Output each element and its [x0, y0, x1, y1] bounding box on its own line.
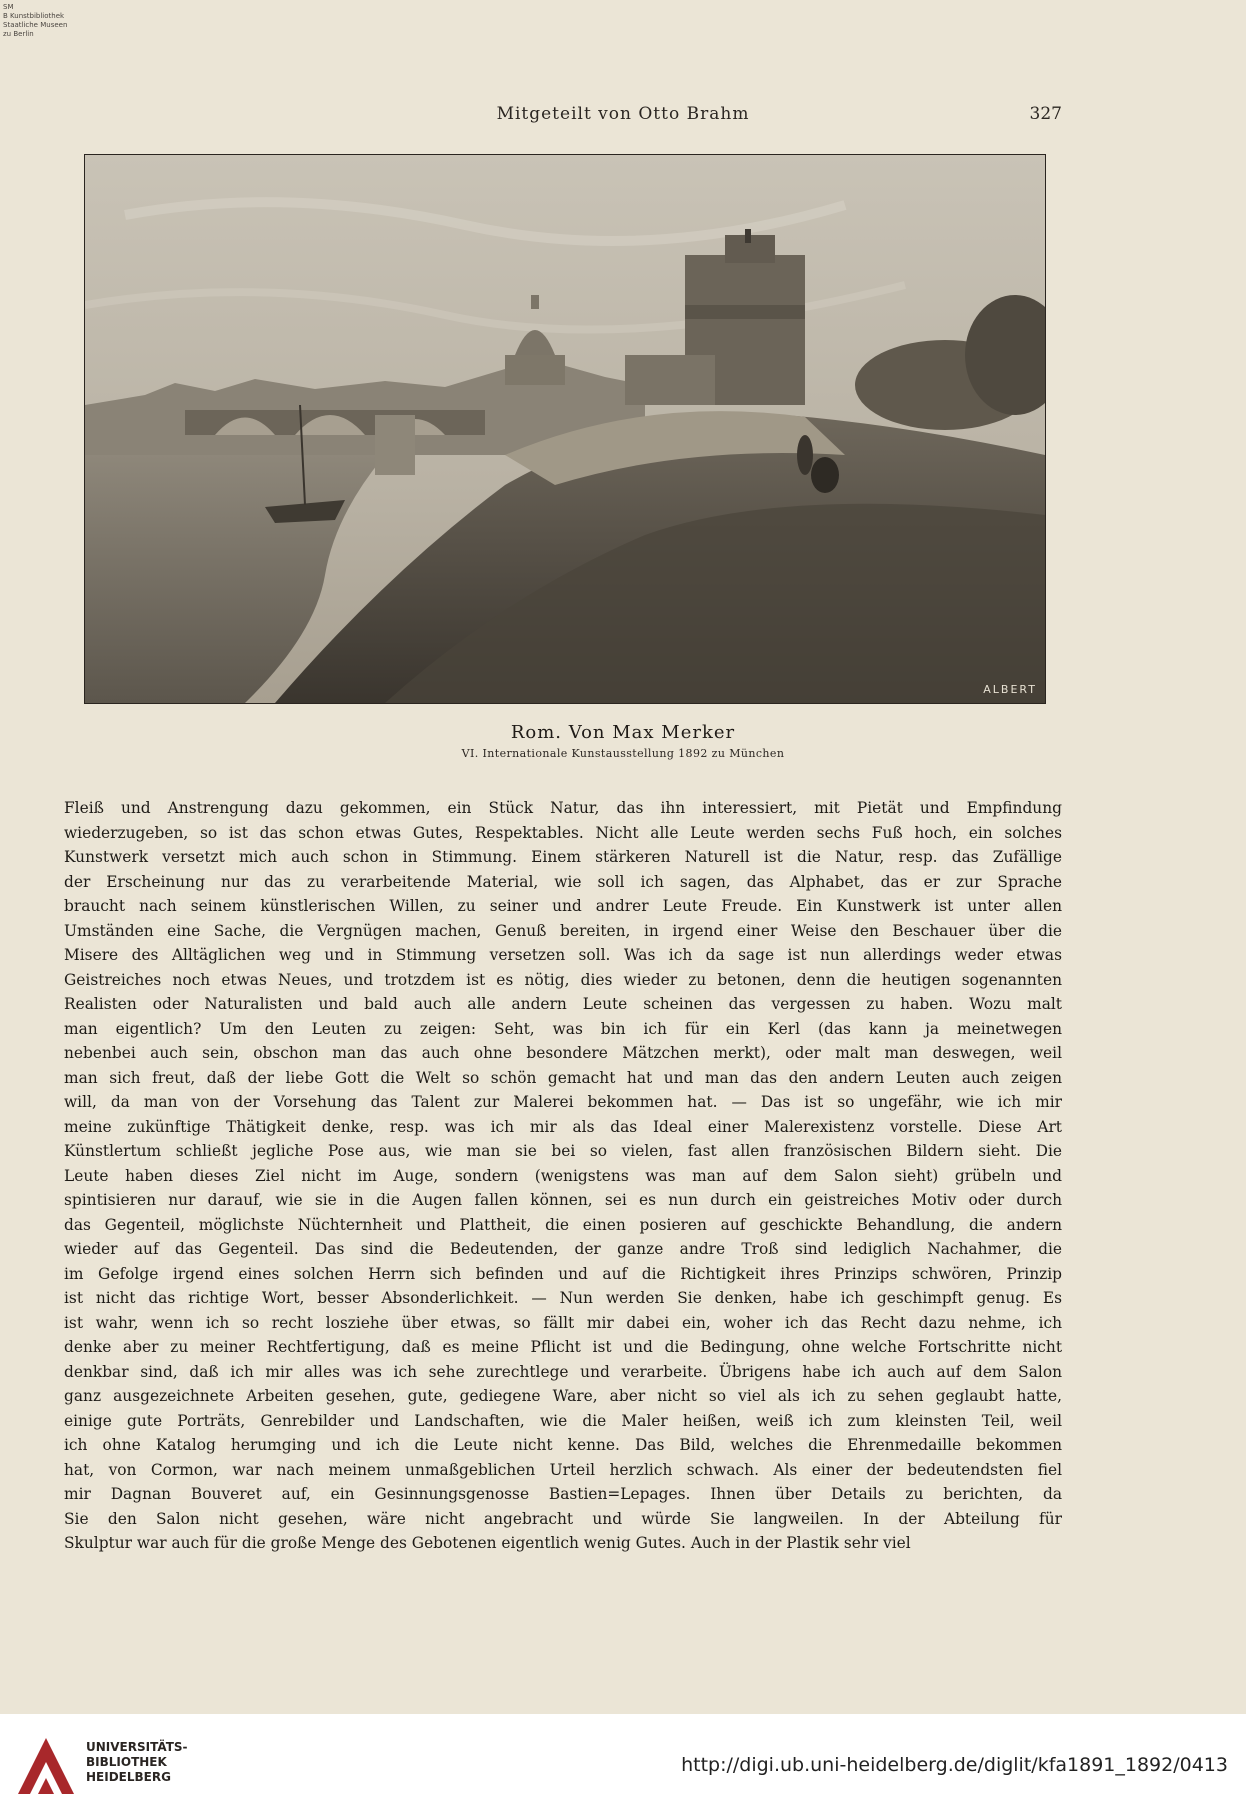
text-line: der Erscheinung nur das zu verarbeitende Material, wie soll ich sagen, das Alphabet, das er zur Sprache [64, 872, 1062, 891]
page-number: 327 [1029, 104, 1062, 124]
text-line: mir Dagnan Bouveret auf, ein Gesinnungsgenosse Bastien=Lepages. Ihnen über Details zu berichten, da [64, 1485, 1062, 1503]
text-line: braucht nach seinem künstlerischen Willen, zu seiner und andrer Leute Freude. Ein Kunstwerk ist unter allen [64, 897, 1062, 915]
text-line: Skulptur war auch für die große Menge des Gebotenen eigentlich wenig Gutes. Auch in der Plastik sehr viel [64, 1534, 911, 1552]
text-line: einige gute Porträts, Genrebilder und Landschaften, wie die Maler heißen, weiß ich zum kleinsten Teil, weil [64, 1411, 1062, 1430]
text-line: man sich freut, daß der liebe Gott die Welt so schön gemacht hat und man das den andern Leuten auch zeigen [64, 1068, 1062, 1087]
text-line: Leute haben dieses Ziel nicht im Auge, sondern (wenigstens was man auf dem Salon sieht) grübeln und [64, 1166, 1062, 1185]
text-line: ist nicht das richtige Wort, besser Absonderlichkeit. — Nun werden Sie denken, habe ich geschimpft genug. Es [64, 1289, 1062, 1307]
text-line: man eigentlich? Um den Leuten zu zeigen: Seht, was bin ich für ein Kerl (das kann ja meinetwegen [64, 1019, 1062, 1038]
figure-caption [0, 722, 1246, 760]
running-title: Mitgeteilt von Otto Brahm [496, 104, 750, 124]
text-line: ich ohne Katalog herumging und ich die Leute nicht kenne. Das Bild, welches die Ehrenmedaille bekommen [64, 1436, 1062, 1454]
library-name-line: HEIDELBERG [86, 1770, 171, 1784]
text-line: ist wahr, wenn ich so recht losziehe über etwas, so fällt mir dabei ein, woher ich das Recht dazu nehme, ich [64, 1313, 1062, 1332]
text-line: Misere des Alltäglichen weg und in Stimmung versetzen soll. Was ich da sage ist nun allerdings weder etwas [64, 946, 1062, 964]
text-line: Fleiß und Anstrengung dazu gekommen, ein Stück Natur, das ihn interessiert, mit Pietät und Empfindung [64, 799, 1062, 817]
engraver-signature: ALBERT [983, 683, 1037, 696]
running-head [0, 104, 1246, 128]
text-line: spintisieren nur darauf, wie sie in die Augen fallen können, sei es nun durch ein geistreiches Motiv oder durch [64, 1191, 1062, 1209]
stamp-line: zu Berlin [3, 30, 34, 38]
text-line: denkbar sind, daß ich mir alles was ich sehe zurechtlege und verarbeite. Übrigens habe ich auch auf dem Salon [64, 1362, 1062, 1381]
text-line: Kunstwerk versetzt mich auch schon in Stimmung. Einem stärkeren Naturell ist die Natur, resp. das Zufällige [64, 848, 1062, 866]
text-line: nebenbei auch sein, obschon man das auch ohne besondere Mätzchen merkt), oder malt man deswegen, weil [64, 1044, 1062, 1062]
text-line: ganz ausgezeichnete Arbeiten gesehen, gute, gediegene Ware, aber nicht so viel als ich zu sehen geglaubt hatte, [64, 1387, 1062, 1405]
library-name-line: UNIVERSITÄTS- [86, 1740, 188, 1754]
library-stamp [3, 3, 89, 39]
stamp-line: Staatliche Museen [3, 21, 68, 29]
stamp-line: SM [3, 3, 14, 11]
text-line: meine zukünftige Thätigkeit denke, resp. was ich mir als das Ideal einer Malerexistenz vorstelle. Diese Art [64, 1117, 1062, 1136]
source-url[interactable]: http://digi.ub.uni-heidelberg.de/diglit/kfa1891_1892/0413 [681, 1754, 1228, 1776]
text-line: denke aber zu meiner Rechtfertigung, daß es meine Pflicht ist und die Bedingung, ohne welche Fortschritte nicht [64, 1338, 1062, 1356]
digitization-footer [0, 1714, 1246, 1817]
stamp-line: B Kunstbibliothek [3, 12, 65, 20]
text-line: wiederzugeben, so ist das schon etwas Gutes, Respektables. Nicht alle Leute werden sechs Fuß hoch, ein solches [64, 823, 1062, 842]
library-seal-icon [14, 1734, 78, 1798]
body-text [64, 796, 1062, 1556]
text-line: Künstlertum schließt jegliche Pose aus, wie man sie bei so vielen, fast allen französischen Bildern sieht. Die [64, 1142, 1062, 1160]
text-line: Realisten oder Naturalisten und bald auch alle andern Leute scheinen das vergessen zu haben. Wozu malt [64, 995, 1062, 1013]
engraving-rome [84, 154, 1046, 704]
text-line: im Gefolge irgend eines solchen Herrn sich befinden und auf die Richtigkeit ihres Prinzips schwören, Prinzip [64, 1264, 1062, 1283]
text-line: das Gegenteil, möglichste Nüchternheit und Plattheit, die einen posieren auf geschickte Behandlung, die andern [64, 1215, 1062, 1234]
text-line: will, da man von der Vorsehung das Talent zur Malerei bekommen hat. — Das ist so ungefähr, wie ich mir [64, 1093, 1062, 1111]
text-line: Geistreiches noch etwas Neues, und trotzdem ist es nötig, dies wieder zu betonen, denn die heutigen sogenannten [64, 970, 1062, 989]
engraving-illustration [85, 155, 1045, 703]
university-library-logo [14, 1734, 244, 1798]
caption-subtitle: VI. Internationale Kunstausstellung 1892 zu München [461, 747, 785, 760]
text-line: Umständen eine Sache, die Vergnügen machen, Genuß bereiten, in irgend einer Weise den Beschauer über die [64, 921, 1062, 940]
caption-title: Rom. Von Max Merker [510, 722, 736, 743]
text-line: hat, von Cormon, war nach meinem unmaßgeblichen Urteil herzlich schwach. Als einer der bedeutendsten fiel [64, 1460, 1062, 1479]
library-name-line: BIBLIOTHEK [86, 1755, 167, 1769]
text-line: wieder auf das Gegenteil. Das sind die Bedeutenden, der ganze andre Troß sind lediglich Nachahmer, die [64, 1240, 1062, 1258]
text-line: Sie den Salon nicht gesehen, wäre nicht angebracht und würde Sie langweilen. In der Abteilung für [64, 1509, 1062, 1528]
